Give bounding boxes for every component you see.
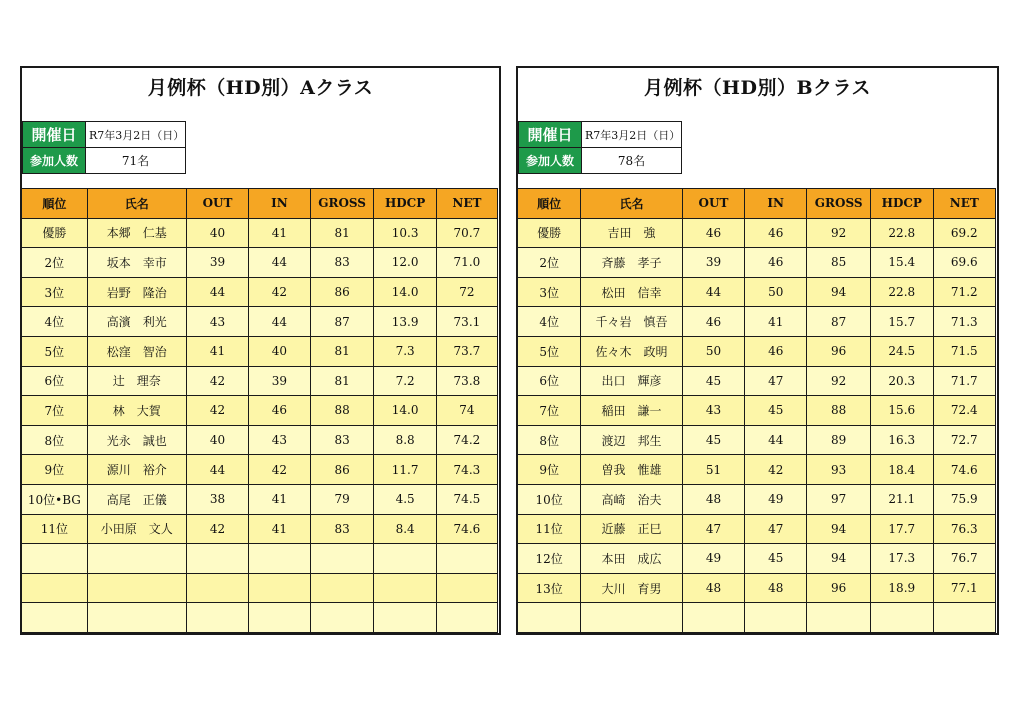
- gross-cell: 83: [310, 425, 374, 455]
- class-b-panel: [516, 66, 999, 635]
- gross-cell: 87: [310, 307, 374, 337]
- table-row: [22, 336, 498, 366]
- header-net: NET: [436, 189, 497, 219]
- in-cell: 48: [745, 573, 807, 603]
- table-row: [22, 455, 498, 485]
- gross-cell: 89: [807, 425, 871, 455]
- table-row: [518, 248, 996, 278]
- header-net: NET: [933, 189, 995, 219]
- hdcp-cell: 16.3: [871, 425, 934, 455]
- out-cell: 47: [682, 514, 744, 544]
- name-cell: 岩野 隆治: [87, 277, 186, 307]
- name-cell: 近藤 正巳: [581, 514, 682, 544]
- gross-cell: 88: [807, 396, 871, 426]
- header-name: 氏名: [581, 189, 682, 219]
- gross-cell: 86: [310, 455, 374, 485]
- in-cell: 50: [745, 277, 807, 307]
- hdcp-cell: 17.3: [871, 544, 934, 574]
- out-cell: 39: [186, 248, 248, 278]
- net-cell: [436, 544, 497, 574]
- table-row: [518, 366, 996, 396]
- class-b-title: 月例杯（HD別）Bクラス: [644, 77, 871, 99]
- rank-cell: 7位: [22, 396, 88, 426]
- out-cell: [186, 544, 248, 574]
- name-cell: 高濱 利光: [87, 307, 186, 337]
- header-hdcp: HDCP: [871, 189, 934, 219]
- rank-cell: [22, 544, 88, 574]
- in-cell: 46: [249, 396, 311, 426]
- net-cell: [436, 603, 497, 633]
- gross-cell: 83: [310, 248, 374, 278]
- in-cell: [745, 603, 807, 633]
- table-row: [22, 248, 498, 278]
- in-cell: 42: [249, 455, 311, 485]
- hdcp-cell: 18.9: [871, 573, 934, 603]
- participants-value: 78名: [582, 148, 682, 174]
- rank-cell: 12位: [518, 544, 581, 574]
- table-row: [22, 514, 498, 544]
- gross-cell: 81: [310, 336, 374, 366]
- out-cell: 43: [682, 396, 744, 426]
- hdcp-cell: 8.4: [374, 514, 436, 544]
- participants-label: 参加人数: [519, 148, 582, 174]
- table-row: [22, 425, 498, 455]
- name-cell: 本田 成広: [581, 544, 682, 574]
- name-cell: 本郷 仁基: [87, 218, 186, 248]
- net-cell: 70.7: [436, 218, 497, 248]
- class-b-results-table: [517, 188, 996, 633]
- table-row: [22, 544, 498, 574]
- net-cell: 74: [436, 396, 497, 426]
- hdcp-cell: 15.7: [871, 307, 934, 337]
- net-cell: 71.5: [933, 336, 995, 366]
- name-cell: 曽我 惟雄: [581, 455, 682, 485]
- name-cell: 坂本 幸市: [87, 248, 186, 278]
- net-cell: 69.2: [933, 218, 995, 248]
- name-cell: 出口 輝彦: [581, 366, 682, 396]
- rank-cell: 3位: [22, 277, 88, 307]
- out-cell: 51: [682, 455, 744, 485]
- gross-cell: 81: [310, 218, 374, 248]
- in-cell: 49: [745, 484, 807, 514]
- in-cell: 44: [745, 425, 807, 455]
- name-cell: 稲田 謙一: [581, 396, 682, 426]
- class-b-info: [518, 121, 682, 174]
- in-cell: 44: [249, 307, 311, 337]
- class-a-title: 月例杯（HD別）Aクラス: [147, 77, 374, 99]
- out-cell: 44: [186, 455, 248, 485]
- net-cell: 73.8: [436, 366, 497, 396]
- in-cell: 46: [745, 336, 807, 366]
- gross-cell: [310, 573, 374, 603]
- net-cell: 71.2: [933, 277, 995, 307]
- name-cell: 小田原 文人: [87, 514, 186, 544]
- name-cell: 辻 理奈: [87, 366, 186, 396]
- gross-cell: 94: [807, 544, 871, 574]
- name-cell: 渡辺 邦生: [581, 425, 682, 455]
- out-cell: 42: [186, 366, 248, 396]
- header-gross: GROSS: [807, 189, 871, 219]
- name-cell: [87, 573, 186, 603]
- table-row: [518, 218, 996, 248]
- in-cell: 46: [745, 248, 807, 278]
- net-cell: [436, 573, 497, 603]
- table-row: [22, 484, 498, 514]
- rank-cell: 優勝: [22, 218, 88, 248]
- rank-cell: [22, 573, 88, 603]
- in-cell: [249, 573, 311, 603]
- net-cell: 73.7: [436, 336, 497, 366]
- name-cell: 松田 信幸: [581, 277, 682, 307]
- rank-cell: 5位: [518, 336, 581, 366]
- hdcp-cell: 21.1: [871, 484, 934, 514]
- gross-cell: 79: [310, 484, 374, 514]
- class-a-results-table: [21, 188, 498, 633]
- net-cell: 72.7: [933, 425, 995, 455]
- net-cell: 76.3: [933, 514, 995, 544]
- net-cell: 73.1: [436, 307, 497, 337]
- in-cell: 41: [249, 514, 311, 544]
- hdcp-cell: 11.7: [374, 455, 436, 485]
- name-cell: 佐々木 政明: [581, 336, 682, 366]
- out-cell: 45: [682, 425, 744, 455]
- hdcp-cell: [374, 544, 436, 574]
- rank-cell: 13位: [518, 573, 581, 603]
- header-out: OUT: [186, 189, 248, 219]
- rank-cell: [518, 603, 581, 633]
- in-cell: 42: [249, 277, 311, 307]
- header-row: [22, 189, 498, 219]
- rank-cell: 9位: [22, 455, 88, 485]
- out-cell: 40: [186, 218, 248, 248]
- out-cell: 50: [682, 336, 744, 366]
- out-cell: 41: [186, 336, 248, 366]
- name-cell: 吉田 強: [581, 218, 682, 248]
- rank-cell: 6位: [22, 366, 88, 396]
- table-row: [518, 396, 996, 426]
- hdcp-cell: 22.8: [871, 218, 934, 248]
- in-cell: 46: [745, 218, 807, 248]
- in-cell: 39: [249, 366, 311, 396]
- table-row: [22, 603, 498, 633]
- rank-cell: 9位: [518, 455, 581, 485]
- gross-cell: 86: [310, 277, 374, 307]
- name-cell: 千々岩 慎吾: [581, 307, 682, 337]
- table-row: [518, 573, 996, 603]
- rank-cell: 8位: [518, 425, 581, 455]
- gross-cell: 97: [807, 484, 871, 514]
- net-cell: 74.6: [933, 455, 995, 485]
- in-cell: 45: [745, 396, 807, 426]
- gross-cell: [310, 603, 374, 633]
- table-row: [22, 573, 498, 603]
- hdcp-cell: 14.0: [374, 396, 436, 426]
- header-gross: GROSS: [310, 189, 374, 219]
- out-cell: 45: [682, 366, 744, 396]
- date-label: 開催日: [23, 122, 86, 148]
- table-row: [518, 544, 996, 574]
- hdcp-cell: 22.8: [871, 277, 934, 307]
- table-row: [22, 396, 498, 426]
- gross-cell: 93: [807, 455, 871, 485]
- out-cell: 38: [186, 484, 248, 514]
- hdcp-cell: 7.2: [374, 366, 436, 396]
- table-row: [518, 336, 996, 366]
- hdcp-cell: 15.6: [871, 396, 934, 426]
- table-row: [518, 425, 996, 455]
- header-in: IN: [249, 189, 311, 219]
- rank-cell: 4位: [518, 307, 581, 337]
- net-cell: 72.4: [933, 396, 995, 426]
- hdcp-cell: 4.5: [374, 484, 436, 514]
- out-cell: 43: [186, 307, 248, 337]
- out-cell: 39: [682, 248, 744, 278]
- in-cell: [249, 603, 311, 633]
- class-a-panel: [20, 66, 501, 635]
- gross-cell: 92: [807, 366, 871, 396]
- gross-cell: 96: [807, 336, 871, 366]
- out-cell: 42: [186, 396, 248, 426]
- hdcp-cell: [374, 603, 436, 633]
- participants-value: 71名: [86, 148, 186, 174]
- gross-cell: [807, 603, 871, 633]
- gross-cell: 96: [807, 573, 871, 603]
- hdcp-cell: [871, 603, 934, 633]
- net-cell: 72: [436, 277, 497, 307]
- header-rank: 順位: [22, 189, 88, 219]
- net-cell: 74.5: [436, 484, 497, 514]
- header-row: [518, 189, 996, 219]
- net-cell: 69.6: [933, 248, 995, 278]
- date-label: 開催日: [519, 122, 582, 148]
- table-row: [22, 277, 498, 307]
- in-cell: 41: [249, 218, 311, 248]
- net-cell: 74.2: [436, 425, 497, 455]
- hdcp-cell: [374, 573, 436, 603]
- in-cell: 41: [249, 484, 311, 514]
- name-cell: [87, 603, 186, 633]
- out-cell: 44: [186, 277, 248, 307]
- hdcp-cell: 14.0: [374, 277, 436, 307]
- hdcp-cell: 20.3: [871, 366, 934, 396]
- rank-cell: 11位: [22, 514, 88, 544]
- class-a-info: [22, 121, 186, 174]
- out-cell: 44: [682, 277, 744, 307]
- rank-cell: 5位: [22, 336, 88, 366]
- rank-cell: 優勝: [518, 218, 581, 248]
- gross-cell: 83: [310, 514, 374, 544]
- table-row: [518, 514, 996, 544]
- table-row: [22, 366, 498, 396]
- gross-cell: 92: [807, 218, 871, 248]
- table-row: [22, 218, 498, 248]
- in-cell: [249, 544, 311, 574]
- net-cell: 71.0: [436, 248, 497, 278]
- hdcp-cell: 17.7: [871, 514, 934, 544]
- gross-cell: 81: [310, 366, 374, 396]
- name-cell: 松窪 智治: [87, 336, 186, 366]
- in-cell: 43: [249, 425, 311, 455]
- rank-cell: 2位: [518, 248, 581, 278]
- net-cell: 71.7: [933, 366, 995, 396]
- out-cell: [682, 603, 744, 633]
- date-value: R7年3月2日（日）: [86, 122, 186, 148]
- table-row: [518, 603, 996, 633]
- hdcp-cell: 18.4: [871, 455, 934, 485]
- net-cell: 76.7: [933, 544, 995, 574]
- in-cell: 40: [249, 336, 311, 366]
- header-rank: 順位: [518, 189, 581, 219]
- hdcp-cell: 8.8: [374, 425, 436, 455]
- gross-cell: 94: [807, 514, 871, 544]
- name-cell: 高尾 正儀: [87, 484, 186, 514]
- out-cell: 49: [682, 544, 744, 574]
- out-cell: [186, 603, 248, 633]
- name-cell: 大川 育男: [581, 573, 682, 603]
- table-row: [22, 307, 498, 337]
- gross-cell: 94: [807, 277, 871, 307]
- gross-cell: 87: [807, 307, 871, 337]
- net-cell: 74.3: [436, 455, 497, 485]
- name-cell: [581, 603, 682, 633]
- hdcp-cell: 24.5: [871, 336, 934, 366]
- rank-cell: 8位: [22, 425, 88, 455]
- name-cell: 林 大賀: [87, 396, 186, 426]
- hdcp-cell: 7.3: [374, 336, 436, 366]
- name-cell: 斉藤 孝子: [581, 248, 682, 278]
- hdcp-cell: 10.3: [374, 218, 436, 248]
- in-cell: 47: [745, 366, 807, 396]
- table-row: [518, 277, 996, 307]
- header-out: OUT: [682, 189, 744, 219]
- net-cell: [933, 603, 995, 633]
- hdcp-cell: 12.0: [374, 248, 436, 278]
- in-cell: 44: [249, 248, 311, 278]
- header-name: 氏名: [87, 189, 186, 219]
- in-cell: 47: [745, 514, 807, 544]
- gross-cell: 85: [807, 248, 871, 278]
- rank-cell: 10位: [518, 484, 581, 514]
- header-hdcp: HDCP: [374, 189, 436, 219]
- out-cell: [186, 573, 248, 603]
- name-cell: 光永 誠也: [87, 425, 186, 455]
- rank-cell: 2位: [22, 248, 88, 278]
- rank-cell: 11位: [518, 514, 581, 544]
- rank-cell: [22, 603, 88, 633]
- in-cell: 42: [745, 455, 807, 485]
- out-cell: 46: [682, 307, 744, 337]
- net-cell: 77.1: [933, 573, 995, 603]
- net-cell: 71.3: [933, 307, 995, 337]
- out-cell: 48: [682, 573, 744, 603]
- header-in: IN: [745, 189, 807, 219]
- name-cell: 高崎 治夫: [581, 484, 682, 514]
- rank-cell: 6位: [518, 366, 581, 396]
- in-cell: 41: [745, 307, 807, 337]
- gross-cell: 88: [310, 396, 374, 426]
- table-row: [518, 484, 996, 514]
- name-cell: 源川 裕介: [87, 455, 186, 485]
- rank-cell: 4位: [22, 307, 88, 337]
- net-cell: 75.9: [933, 484, 995, 514]
- name-cell: [87, 544, 186, 574]
- rank-cell: 3位: [518, 277, 581, 307]
- hdcp-cell: 13.9: [374, 307, 436, 337]
- rank-cell: 7位: [518, 396, 581, 426]
- out-cell: 48: [682, 484, 744, 514]
- table-row: [518, 455, 996, 485]
- participants-label: 参加人数: [23, 148, 86, 174]
- out-cell: 46: [682, 218, 744, 248]
- rank-cell: 10位•BG: [22, 484, 88, 514]
- hdcp-cell: 15.4: [871, 248, 934, 278]
- in-cell: 45: [745, 544, 807, 574]
- out-cell: 42: [186, 514, 248, 544]
- date-value: R7年3月2日（日）: [582, 122, 682, 148]
- net-cell: 74.6: [436, 514, 497, 544]
- out-cell: 40: [186, 425, 248, 455]
- table-row: [518, 307, 996, 337]
- gross-cell: [310, 544, 374, 574]
